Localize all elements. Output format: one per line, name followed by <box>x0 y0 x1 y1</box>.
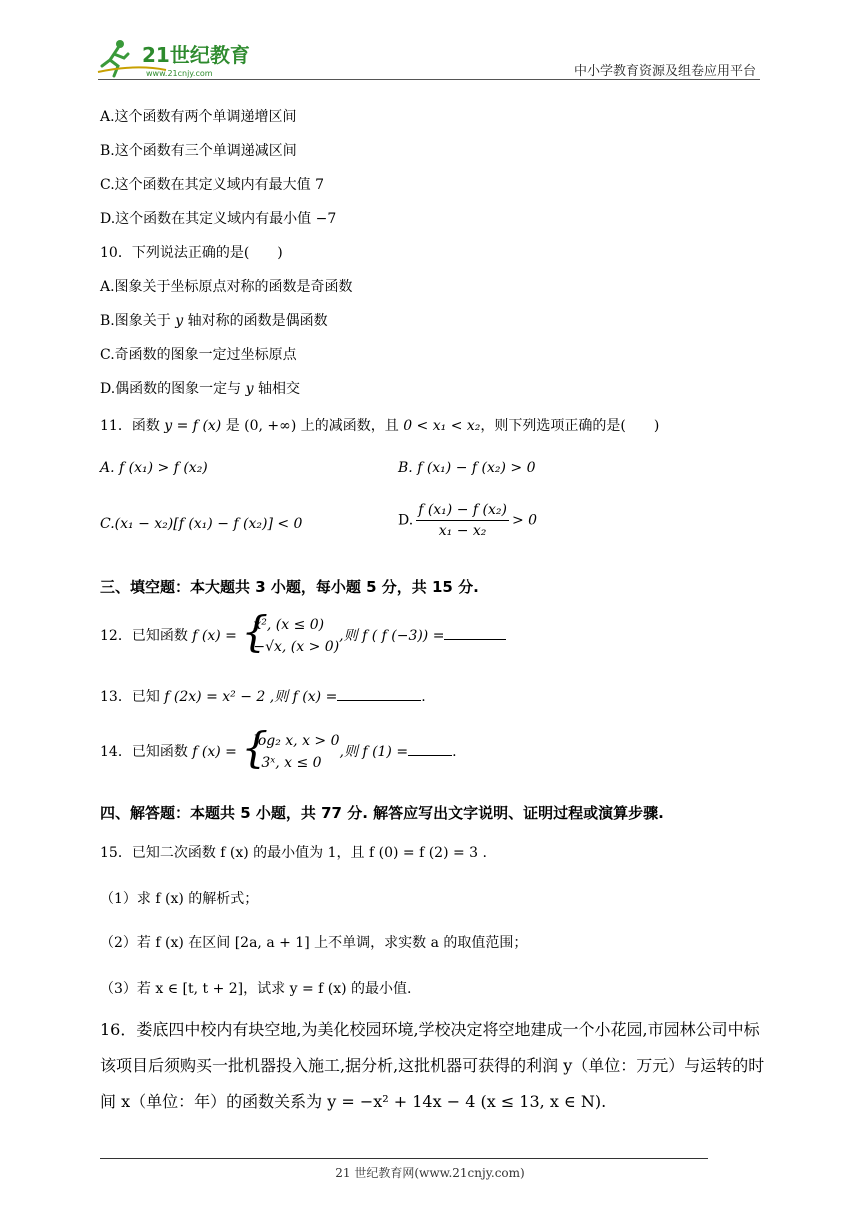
q13-answer-blank <box>337 688 421 701</box>
q13: 13．已知 f (2x) = x² − 2 ,则 f (x) = . <box>100 689 426 705</box>
q11-option-b: B. f (x₁) − f (x₂) > 0 <box>398 460 536 476</box>
q10-stem: 10．下列说法正确的是( ) <box>100 245 283 261</box>
section-4-heading: 四、解答题：本题共 5 小题，共 77 分. 解答应写出文字说明、证明过程或演算步骤. <box>100 804 664 822</box>
q10-option-a: A.图象关于坐标原点对称的函数是奇函数 <box>100 279 353 295</box>
q14-answer-blank <box>408 743 452 756</box>
q16-paragraph: 16．娄底四中校内有块空地,为美化校园环境,学校决定将空地建成一个小花园,市园林公司中标该项目后须购买一批机器投入施工,据分析,这批机器可获得的利润 y（单位：万元）与运转的时间 x（单位：年）的函数关系为 y = −x² + 14x − 4 (x ≤ 13, x ∈ N). <box>100 1020 765 1111</box>
q9-option-b: B.这个函数有三个单调递减区间 <box>100 143 297 159</box>
footer-rule <box>100 1158 708 1159</box>
q12: 12．已知函数 f (x) = { x², (x ≤ 0) −√x, (x > 0) ,则 f ( f (−3)) = <box>100 614 506 658</box>
site-logo <box>96 36 266 80</box>
q12-answer-blank <box>444 627 506 640</box>
q12-cases: { x², (x ≤ 0) −√x, (x > 0) <box>241 607 340 656</box>
q11-d-fraction: $\frac{\text{f (x₁) − f (x₂)}}{\text{x₁ − x₂}}$ <box>418 502 507 539</box>
q15-part-3: （3）若 x ∈ [t, t + 2]，试求 y = f (x) 的最小值. <box>100 981 412 997</box>
q15-part-1: （1）求 f (x) 的解析式； <box>100 891 259 907</box>
q9-option-c: C.这个函数在其定义域内有最大值 7 <box>100 177 325 193</box>
logo-url: www.21cnjy.com <box>146 69 213 78</box>
q9-option-d: D.这个函数在其定义域内有最小值 −7 <box>100 211 337 227</box>
q15-part-2: （2）若 f (x) 在区间 [2a, a + 1] 上不单调，求实数 a 的取值范围； <box>100 935 528 951</box>
q11-option-c: C.(x₁ − x₂)[f (x₁) − f (x₂)] < 0 <box>100 516 303 532</box>
q14-cases: { log₂ x, x > 0 3ˣ, x ≤ 0 <box>241 723 340 772</box>
q9-option-a: A.这个函数有两个单调递增区间 <box>100 109 297 125</box>
q11-option-a: A. f (x₁) > f (x₂) <box>100 460 208 476</box>
platform-name: 中小学教育资源及组卷应用平台 <box>573 64 756 79</box>
q10-option-d: D.偶函数的图象一定与 y 轴相交 <box>100 381 301 397</box>
q11-stem: 11．函数 y = f (x) 是 (0, +∞) 上的减函数，且 0 < x₁ < x₂，则下列选项正确的是( ) <box>100 418 660 434</box>
q15-stem: 15．已知二次函数 f (x) 的最小值为 1，且 f (0) = f (2) = 3 . <box>100 845 487 861</box>
q10-option-c: C.奇函数的图象一定过坐标原点 <box>100 347 297 363</box>
footer-text: 21 世纪教育网(www.21cnjy.com) <box>335 1166 525 1180</box>
q14: 14．已知函数 f (x) = { log₂ x, x > 0 3ˣ, x ≤ 0 ,则 f (1) = . <box>100 723 457 772</box>
header-rule <box>98 79 760 80</box>
q10-option-b: B.图象关于 y 轴对称的函数是偶函数 <box>100 313 328 329</box>
q11-option-d: D. $\frac{\text{f (x₁) − f (x₂)}}{\text{x₁ − x₂}}$ > 0 <box>398 502 538 539</box>
logo-text: 21世纪教育 <box>142 43 250 67</box>
section-3-heading: 三、填空题：本大题共 3 小题，每小题 5 分，共 15 分. <box>100 578 479 596</box>
